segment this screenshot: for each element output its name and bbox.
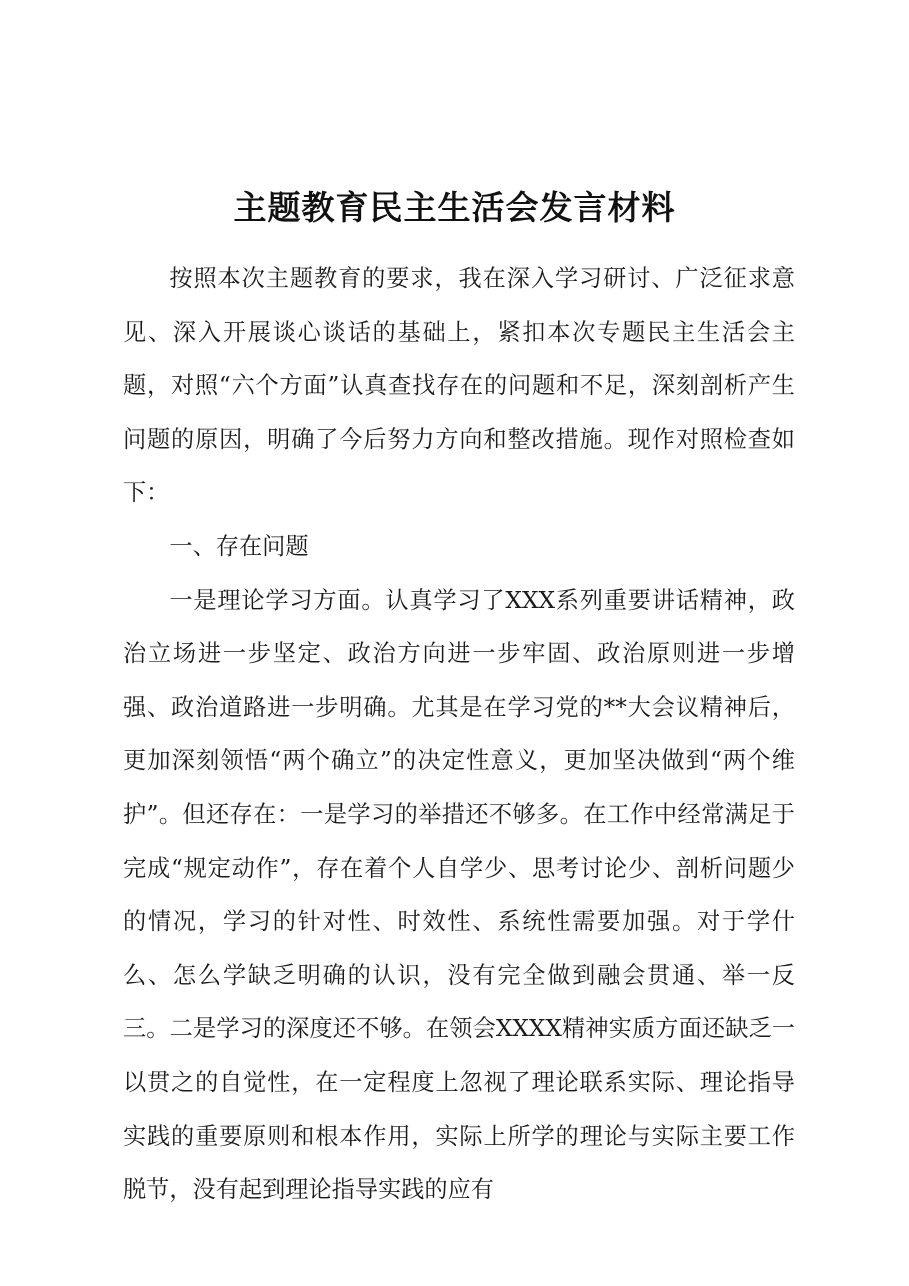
paragraph-intro: 按照本次主题教育的要求，我在深入学习研讨、广泛征求意见、深入开展谈心谈话的基础上，紧扣本次专题民主生活会主题，对照“六个方面”认真查找存在的问题和不足，深刻剖析产生问题的原因，明确了今后努力方向和整改措施。现作对照检查如下： xyxy=(123,265,795,507)
document-body xyxy=(123,252,795,1217)
section-heading-problems: 一、存在问题 xyxy=(169,532,309,560)
paragraph-theory-study: 一是理论学习方面。认真学习了XXX系列重要讲话精神，政治立场进一步坚定、政治方向进一步牢固、政治原则进一步增强、政治道路进一步明确。尤其是在学习党的**大会议精神后，更加深刻领悟“两个确立”的决定性意义，更加坚决做到“两个维护”。但还存在：一是学习的举措还不够多。在工作中经常满足于完成“规定动作”，存在着个人自学少、思考讨论少、剖析问题少的情况，学习的针对性、时效性、系统性需要加强。对于学什么、怎么学缺乏明确的认识，没有完全做到融会贯通、举一反三。二是学习的深度还不够。在领会XXXX精神实质方面还缺乏一以贯之的自觉性，在一定程度上忽视了理论联系实际、理论指导实践的重要原则和根本作用，实际上所学的理论与实际主要工作脱节，没有起到理论指导实践的应有 xyxy=(123,586,795,1204)
document-title: 主题教育民主生活会发言材料 xyxy=(233,188,676,227)
